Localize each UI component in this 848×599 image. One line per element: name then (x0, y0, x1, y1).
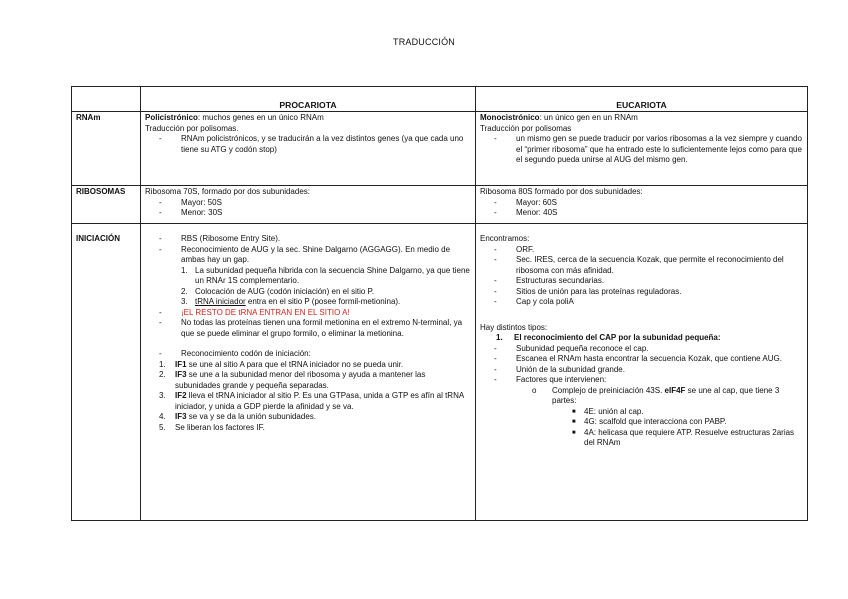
numbered-item: 2. IF3 se une a la subunidad menor del ribosoma y ayuda a mantener las subunidades grande y pequeña separadas. (159, 370, 426, 390)
numbered-item: 3. IF2 lleva el tRNA iniciador al sitio P. Es una GTPasa, unida a GTP es afín al tRNA iniciador, y unida a GDP pierde la afinidad y se va. (159, 391, 464, 411)
list-item: - Menor: 30S (159, 208, 223, 217)
list-item: - Sec. IRES, cerca de la secuencia Kozak, que permite el reconocimiento del ribosoma con más afinidad. (494, 255, 784, 275)
red-warning-text: ¡EL RESTO DE tRNA ENTRAN EN EL SITIO A! (181, 307, 350, 317)
table-row-ribosomas (72, 186, 808, 224)
list-item: - Sitios de unión para las proteínas reguladoras. (494, 286, 682, 296)
numbered-item: 1. La subunidad pequeña hibrida con la secuencia Shine Dalgarno, ya que tiene un RNAr 1S complementario. (181, 265, 470, 285)
numbered-item: 1. El reconocimiento del CAP por la subunidad pequeña: (496, 333, 721, 342)
comparison-table (71, 86, 808, 521)
term-monocistronico: Monocistrónico (480, 113, 540, 122)
list-item: - Escanea el RNAm hasta encontrar la secuencia Kozak, que contiene AUG. (494, 354, 782, 363)
trna-iniciador-term: tRNA iniciador (195, 297, 246, 306)
sub-list-item: o Complejo de preiniciación 43S. eIF4F se une al cap, que tiene 3 partes: (532, 385, 780, 405)
term-policistronico: Policistrónico (145, 113, 198, 122)
rnam-procariota-cell: Policistrónico: muchos genes en un único RNAm Traducción por polisomas. - RNAm policistrónicos, y se traducirán a la vez distintos genes (ya que cada uno tiene su ATG y codón stop) (141, 112, 476, 186)
list-item: - Reconocimiento codón de iniciación: (159, 349, 311, 358)
list-item: - un mismo gen se puede traducir por varios ribosomas a la vez siempre y cuando el “primer ribosoma” que ha entrado este lo suficientemente lejos como para que el segundo pueda unirse al AUG del mismo gen. (494, 134, 802, 164)
list-item: - ¡EL RESTO DE tRNA ENTRAN EN EL SITIO A! (145, 308, 471, 319)
list-item: - Subunidad pequeña reconoce el cap. (494, 343, 649, 353)
header-procariota: PROCARIOTA (141, 87, 476, 112)
page-title: TRADUCCIÓN (393, 37, 455, 47)
iniciacion-procariota-cell (141, 224, 476, 521)
numbered-item: 1. IF1 se une al sitio A para que el tRNA iniciador no se pueda unir. (159, 359, 404, 369)
iniciacion-eucariota-cell: Encontramos: - ORF. - Sec. IRES, cerca de la secuencia Kozak, que permite el reconocimiento del ribosoma con más afinidad. - Estructuras secundarias. - Sitios de unión para las proteínas reguladoras. - Cap y cola poliA Hay distintos tipos: 1. El reconocimiento del CAP por la subunidad pequeña: - Subunidad pequeña reconoce el cap. - Escanea el RNAm hasta encontrar la secuencia Kozak, que contiene AUG. - Unión de la subunidad grande. - Factores que intervienen: o Complejo de preiniciación 43S. eIF4F se une al cap, que tiene 3 partes: ■ 4E: unión al cap. ■ 4G: scalfold que interacciona con PABP. ■ 4A: helicasa que requiere ATP. Resuelve estructuras 2arias del RNAm (476, 224, 808, 521)
list-item: - Estructuras secundarias. (494, 276, 605, 285)
table-row-iniciacion (72, 224, 808, 521)
list-item: - No todas las proteínas tienen una formil metionina en el extremo N-terminal, ya que se puede eliminar el grupo formilo, o eliminar la metionina. (159, 318, 463, 338)
numbered-item: 5. Se liberan los factores IF. (159, 422, 265, 432)
ribosomas-procariota-cell: Ribosoma 70S, formado por dos subunidades: - Mayor: 50S - Menor: 30S (141, 186, 476, 224)
list-item: - Unión de la subunidad grande. (494, 364, 625, 374)
ribosomas-eucariota-cell: Ribosoma 80S formado por dos subunidades: - Mayor: 60S - Menor: 40S (476, 186, 808, 224)
list-item: - RBS (Ribosome Entry Site). (159, 234, 281, 243)
rnam-eucariota-cell: Monocistrónico: un único gen en un RNAm Traducción por polisomas - un mismo gen se puede traducir por varios ribosomas a la vez siempre y cuando el “primer ribosoma” que ha entrado este lo suficientemente lejos como para que el segundo pueda unirse al AUG del mismo gen. (476, 112, 808, 186)
list-item: - Mayor: 60S (494, 197, 557, 207)
row-label-rnam: RNAm (72, 112, 141, 186)
list-item: - RNAm policistrónicos, y se traducirán a la vez distintos genes (ya que cada uno tiene su ATG y codón stop) (159, 134, 464, 154)
header-empty (72, 87, 141, 112)
row-label-iniciacion: INICIACIÓN (72, 224, 141, 521)
numbered-item: 3. tRNA iniciador entra en el sitio P (posee formil-metionina). (181, 297, 401, 306)
numbered-item: 2. Colocación de AUG (codón iniciación) en el sitio P. (181, 286, 375, 296)
table-header-row (72, 87, 808, 112)
sub-sub-list-item: ■ 4E: unión al cap. (572, 406, 644, 416)
sub-sub-list-item: ■ 4G: scalfold que interacciona con PABP. (572, 417, 727, 426)
list-item: - Cap y cola poliA (494, 297, 574, 306)
table-row-rnam (72, 112, 808, 186)
term-eif4f: eIF4F (664, 385, 686, 395)
sub-sub-list-item: ■ 4A: helicasa que requiere ATP. Resuelve estructuras 2arias del RNAm (572, 427, 795, 447)
row-label-ribosomas: RIBOSOMAS (72, 186, 141, 224)
list-item: - Reconocimiento de AUG y la sec. Shine Dalgarno (AGGAGG). En medio de ambas hay un gap. (159, 244, 451, 264)
list-item: - ORF. (494, 244, 535, 254)
list-item: - Menor: 40S (494, 208, 558, 217)
list-item: - Factores que intervienen: (494, 375, 607, 384)
header-eucariota: EUCARIOTA (476, 87, 808, 112)
list-item: - Mayor: 50S (159, 197, 222, 207)
numbered-item: 4. IF3 se va y se da la unión subunidades. (159, 412, 316, 421)
